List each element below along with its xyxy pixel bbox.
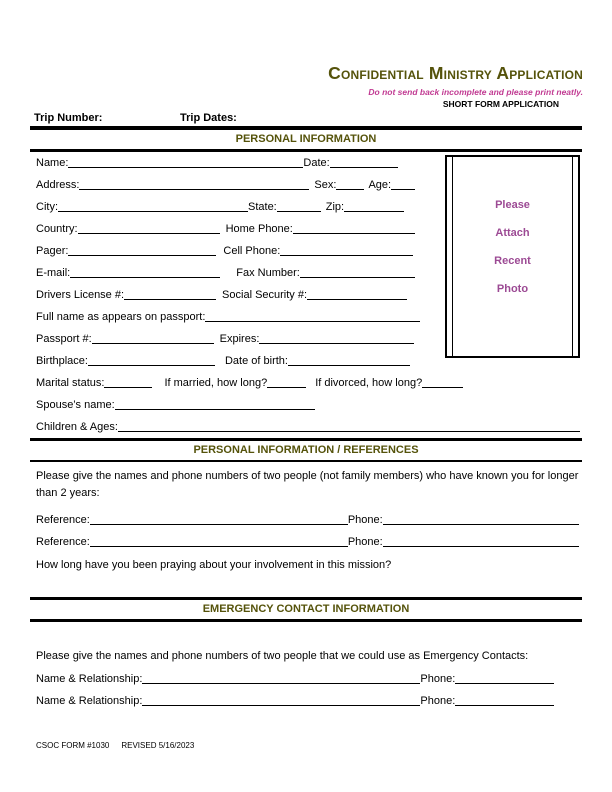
praying-question: How long have you been praying about your involvement in this mission? xyxy=(36,559,392,571)
emergency-2-phone-input-line[interactable] xyxy=(455,694,554,706)
row-address-sex-age xyxy=(30,178,415,192)
reference-2-phone-label: Phone: xyxy=(347,536,383,548)
photo-box-line-1: Please xyxy=(495,199,530,211)
passport-full-name-input-line[interactable] xyxy=(205,310,420,322)
date-of-birth-label: Date of birth: xyxy=(224,355,288,367)
social-security-label: Social Security #: xyxy=(222,289,308,301)
photo-attach-box xyxy=(445,155,580,358)
trip-number-label: Trip Number: xyxy=(34,112,103,124)
trip-dates-label: Trip Dates: xyxy=(180,112,237,124)
name-input-line[interactable] xyxy=(68,156,303,168)
pager-input-line[interactable] xyxy=(68,244,216,256)
zip-label: Zip: xyxy=(325,201,345,213)
cell-phone-label: Cell Phone: xyxy=(223,245,281,257)
section-emergency xyxy=(30,597,582,622)
pager-label: Pager: xyxy=(36,245,69,257)
date-of-birth-input-line[interactable] xyxy=(288,354,410,366)
birthplace-input-line[interactable] xyxy=(88,354,215,366)
passport-number-label: Passport #: xyxy=(36,333,92,345)
row-reference-1 xyxy=(30,513,579,527)
row-name-date xyxy=(30,156,398,170)
country-label: Country: xyxy=(36,223,78,235)
row-email-fax xyxy=(30,266,415,280)
references-intro: Please give the names and phone numbers of two people (not family members) who have known you for longer than 2 years: xyxy=(36,470,579,499)
home-phone-label: Home Phone: xyxy=(225,223,293,235)
emergency-1-name-input-line[interactable] xyxy=(142,672,420,684)
expires-input-line[interactable] xyxy=(259,332,414,344)
row-reference-2 xyxy=(30,535,579,549)
emergency-1-phone-input-line[interactable] xyxy=(455,672,554,684)
photo-box-line-3: Recent xyxy=(494,255,531,267)
children-ages-input-line[interactable] xyxy=(118,420,580,432)
address-label: Address: xyxy=(36,179,80,191)
cell-phone-input-line[interactable] xyxy=(280,244,413,256)
age-label: Age: xyxy=(368,179,392,191)
emergency-1-phone-label: Phone: xyxy=(420,673,456,685)
section-personal-information xyxy=(30,127,582,152)
section-references xyxy=(30,438,582,462)
email-label: E-mail: xyxy=(36,267,71,279)
state-input-line[interactable] xyxy=(277,200,321,212)
photo-box-line-4: Photo xyxy=(496,283,529,295)
form-type-label: SHORT FORM APPLICATION xyxy=(442,99,559,109)
section-emergency-title: EMERGENCY CONTACT INFORMATION xyxy=(202,603,410,615)
passport-number-input-line[interactable] xyxy=(92,332,214,344)
photo-box-line-2: Attach xyxy=(495,227,530,239)
city-input-line[interactable] xyxy=(58,200,248,212)
row-country-homephone xyxy=(30,222,415,236)
name-label: Name: xyxy=(36,157,69,169)
reference-1-phone-input-line[interactable] xyxy=(383,513,579,525)
row-emergency-contact-2 xyxy=(30,694,554,708)
row-spouse-name xyxy=(30,398,315,412)
photo-box-text xyxy=(447,200,578,295)
home-phone-input-line[interactable] xyxy=(293,222,415,234)
country-input-line[interactable] xyxy=(78,222,220,234)
marital-status-label: Marital status: xyxy=(36,377,105,389)
row-marital-status xyxy=(30,376,463,390)
emergency-2-phone-label: Phone: xyxy=(420,695,456,707)
form-subtitle: Do not send back incomplete and please print neatly. xyxy=(368,87,583,97)
state-label: State: xyxy=(248,201,277,213)
drivers-license-input-line[interactable] xyxy=(124,288,216,300)
children-ages-label: Children & Ages: xyxy=(36,421,118,433)
if-divorced-label: If divorced, how long? xyxy=(315,377,423,389)
reference-2-phone-input-line[interactable] xyxy=(383,535,579,547)
row-license-ssn xyxy=(30,288,407,302)
zip-input-line[interactable] xyxy=(344,200,404,212)
address-input-line[interactable] xyxy=(79,178,309,190)
revision-date: REVISED 5/16/2023 xyxy=(121,741,195,750)
if-married-input-line[interactable] xyxy=(267,376,306,388)
row-passport-expires xyxy=(30,332,414,346)
form-number: CSOC FORM #1030 xyxy=(36,741,110,750)
row-city-state-zip xyxy=(30,200,404,214)
reference-2-label: Reference: xyxy=(36,536,90,548)
sex-input-line[interactable] xyxy=(336,178,364,190)
date-label: Date: xyxy=(303,157,330,169)
reference-1-label: Reference: xyxy=(36,514,90,526)
row-birthplace-dob xyxy=(30,354,410,368)
emergency-2-name-input-line[interactable] xyxy=(142,694,420,706)
row-pager-cellphone xyxy=(30,244,413,258)
marital-status-input-line[interactable] xyxy=(104,376,152,388)
expires-label: Expires: xyxy=(219,333,260,345)
age-input-line[interactable] xyxy=(391,178,415,190)
row-emergency-contact-1 xyxy=(30,672,554,686)
fax-number-input-line[interactable] xyxy=(300,266,415,278)
reference-1-phone-label: Phone: xyxy=(347,514,383,526)
birthplace-label: Birthplace: xyxy=(36,355,88,367)
city-label: City: xyxy=(36,201,58,213)
form-header xyxy=(328,63,583,109)
spouse-name-input-line[interactable] xyxy=(115,398,315,410)
form-footer xyxy=(36,741,194,751)
social-security-input-line[interactable] xyxy=(307,288,407,300)
sex-label: Sex: xyxy=(314,179,337,191)
form-title: Confidential Ministry Application xyxy=(328,63,583,83)
passport-full-name-label: Full name as appears on passport: xyxy=(36,311,206,323)
emergency-1-name-relationship-label: Name & Relationship: xyxy=(36,673,143,685)
reference-1-input-line[interactable] xyxy=(90,513,348,525)
emergency-2-name-relationship-label: Name & Relationship: xyxy=(36,695,143,707)
section-personal-information-title: PERSONAL INFORMATION xyxy=(235,133,377,145)
trip-info-row xyxy=(30,111,582,127)
emergency-intro: Please give the names and phone numbers of two people that we could use as Emergency Contacts: xyxy=(36,650,529,662)
row-children-ages xyxy=(30,420,580,434)
if-divorced-input-line[interactable] xyxy=(422,376,463,388)
section-references-title: PERSONAL INFORMATION / REFERENCES xyxy=(193,444,419,456)
row-passport-fullname xyxy=(30,310,420,324)
spouse-name-label: Spouse’s name: xyxy=(36,399,115,411)
reference-2-input-line[interactable] xyxy=(90,535,348,547)
if-married-label: If married, how long? xyxy=(164,377,268,389)
fax-number-label: Fax Number: xyxy=(236,267,300,279)
email-input-line[interactable] xyxy=(70,266,220,278)
drivers-license-label: Drivers License #: xyxy=(36,289,125,301)
date-input-line[interactable] xyxy=(330,156,398,168)
